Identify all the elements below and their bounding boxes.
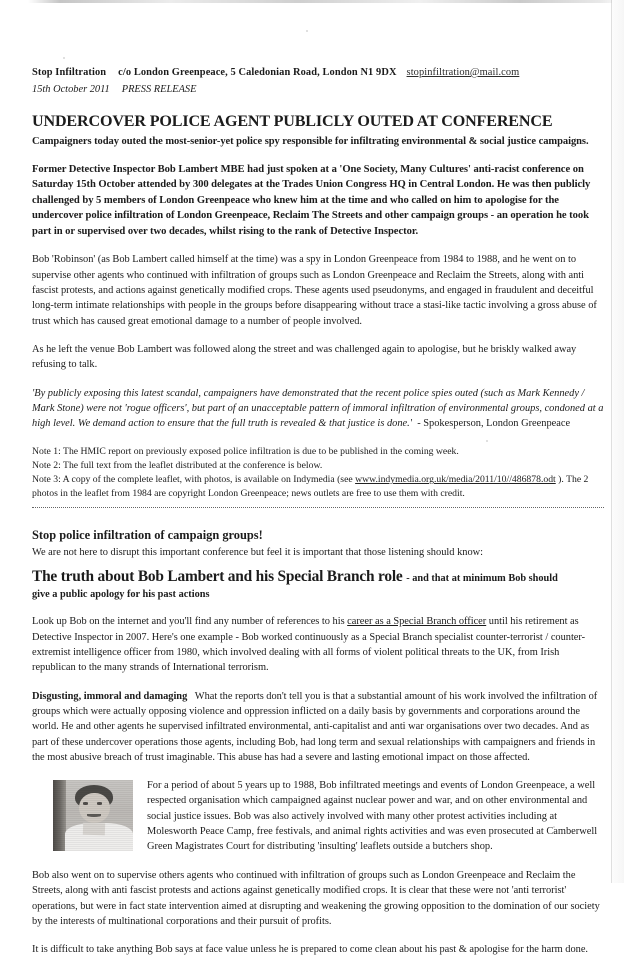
truth-heading-tail: - and that at minimum Bob should xyxy=(406,573,558,585)
dateline xyxy=(32,82,604,98)
leaflet-heading: Stop police infiltration of campaign groups! xyxy=(32,527,263,542)
pull-quote xyxy=(32,386,604,432)
truth-heading-line2: give a public apology for his past actions xyxy=(32,588,210,600)
section-divider xyxy=(32,507,604,509)
photo-with-text-block xyxy=(32,778,604,855)
body-paragraph: As he left the venue Bob Lambert was followed along the street and was challenged again to apologise, but he briskly walked away refusing to talk. xyxy=(32,343,577,371)
lookup-text-after: until his retirement as Detective Inspector in 2007. Here's one example - Bob worked continuously as a Special Branch specialist counter-terrorist / counter-extremist intelligence officer from 1980, which involved dealing with all forms of violent political threats to the UK, from Irish republican to the many strands of International terrorism. xyxy=(32,616,586,674)
body-paragraph: Bob 'Robinson' (as Bob Lambert called himself at the time) was a spy in London Greenpeace from 1984 to 1988, and he went on to supervise other agents who continued with infiltration of groups such as London Greenpeace and Reclaim the Streets, along with anti fascist protests, and actions against genetically modified crops. These agents used pseudonyms, and engaged in fraudulent and deceitful long-term intimate relationships with people in the groups before disappearing without trace a stasi-like tactic involving a gross abuse of trust which has caused great emotional damage to a number of people involved. xyxy=(32,254,597,327)
career-link-text[interactable]: career as a Special Branch officer xyxy=(347,616,487,628)
scan-speck xyxy=(63,57,65,59)
quote-text: 'By publicly exposing this latest scandal, campaigners have demonstrated that the recent police spies outed (such as Mark Kennedy / Mark Stone) were not 'rogue officers', but part of an unacceptable pattern of immoral infiltration of environmental groups, condoned at a high level. We demand action to ensure that the full truth is revealed & that justice is done.' xyxy=(32,387,604,430)
postal-address: c/o London Greenpeace, 5 Caledonian Road, London N1 9DX xyxy=(118,67,397,78)
lead-paragraph: Former Detective Inspector Bob Lambert MBE had just spoken at a 'One Society, Many Cultures' anti-racist conference on Saturday 15th October attended by 300 delegates at the Trades Union Congress HQ in Central London. He was then publicly challenged by 5 members of London Greenpeace who knew him at the time and who called on him to apologise for the undercover police infiltration of London Greenpeace, Reclaim The Streets and other campaign groups - an operation he took part in or supervised over two decades, whilst rising to the rank of Detective Inspector. xyxy=(32,163,591,237)
note3-after: ). The 2 photos in the leaflet from 1984 are copyright London Greenpeace; news outlets are free to use them with credit. xyxy=(32,474,589,500)
editor-notes xyxy=(32,445,604,502)
page-title: UNDERCOVER POLICE AGENT PUBLICLY OUTED AT CONFERENCE xyxy=(32,113,553,131)
body-paragraph: Bob also went on to supervise others agents who continued with infiltration of groups such as London Greenpeace and Reclaim the Streets, along with anti fascist protests and actions against genetically modified crops. It is clear that these were not 'anti terrorist' operations, but were in fact state intervention aimed at disrupting and weakening the growing opposition to the domination of our society by the interests of multinational corporations and their pursuit of profits. xyxy=(32,870,600,928)
note-item xyxy=(32,474,588,499)
release-date: 15th October 2011 xyxy=(32,83,110,95)
bob-lambert-photo xyxy=(53,780,133,851)
body-paragraph xyxy=(32,689,604,765)
lookup-text-before: Look up Bob on the internet and you'll find any number of references to his xyxy=(32,616,348,628)
leaflet-subheading xyxy=(32,567,604,586)
truth-heading-main: The truth about Bob Lambert and his Special Branch role xyxy=(32,568,403,586)
contact-email-link[interactable]: stopinfiltration@mail.com xyxy=(406,67,520,78)
note-item: Note 2: The full text from the leaflet distributed at the conference is below. xyxy=(32,459,323,471)
scan-speck xyxy=(306,30,308,32)
paragraph-runin-heading: Disgusting, immoral and damaging xyxy=(32,690,188,702)
indymedia-link[interactable]: www.indymedia.org.uk/media/2011/10//486878.odt xyxy=(355,474,556,486)
note-item: Note 1: The HMIC report on previously exposed police infiltration is due to be published in the coming week. xyxy=(32,445,459,457)
disgusting-body-text: What the reports don't tell you is that a substantial amount of his work involved the infiltration of groups which were actually opposing violence and oppression inflicted on a daily basis by governments and corporations around the world. He and other agents he supervised infiltrated environmental, anti-capitalist and anti war organisations over two decades. And as part of these undercover operations those agents, including Bob, had long term and sexual relationships with campaigners and friends in the most abusive breach of trust imaginable. This abuse has had a severe and lasting emotional impact on those affected. xyxy=(32,690,598,763)
body-paragraph xyxy=(32,614,604,675)
scan-edge-right-margin xyxy=(612,0,624,883)
document-content xyxy=(32,66,604,958)
note3-before: Note 3: A copy of the complete leaflet, with photos, is available on Indymedia (see xyxy=(32,474,356,486)
body-paragraph: It is difficult to take anything Bob says at face value unless he is prepared to come clean about his past & apologise for the harm done. xyxy=(32,944,588,956)
scan-edge-top xyxy=(0,0,624,3)
quote-attribution: - Spokesperson, London Greenpeace xyxy=(417,418,571,430)
page-subtitle: Campaigners today outed the most-senior-yet police spy responsible for infiltrating environmental & social justice campaigns. xyxy=(32,136,589,148)
photo-scan-grain xyxy=(53,780,133,851)
organisation-name: Stop Infiltration xyxy=(32,67,107,78)
release-kind: PRESS RELEASE xyxy=(121,83,197,95)
photo-adjacent-paragraph: For a period of about 5 years up to 1988, Bob infiltrated meetings and events of London Greenpeace, a well respected organisation which campaigned against nuclear power and war, and on other environmental and social justice issues. Bob was also actively involved with many other protest activities including at Molesworth Peace Camp, free festivals, and animal rights activities and was even prosecuted at Camberwell Green Magistrates Court for distributing 'insulting' leaflets outside a butchers shop. xyxy=(147,780,598,853)
leaflet-intro: We are not here to disrupt this important conference but feel it is important that those listening should know: xyxy=(32,547,484,559)
scan-edge-right-line xyxy=(611,0,612,883)
letterhead xyxy=(32,66,604,81)
